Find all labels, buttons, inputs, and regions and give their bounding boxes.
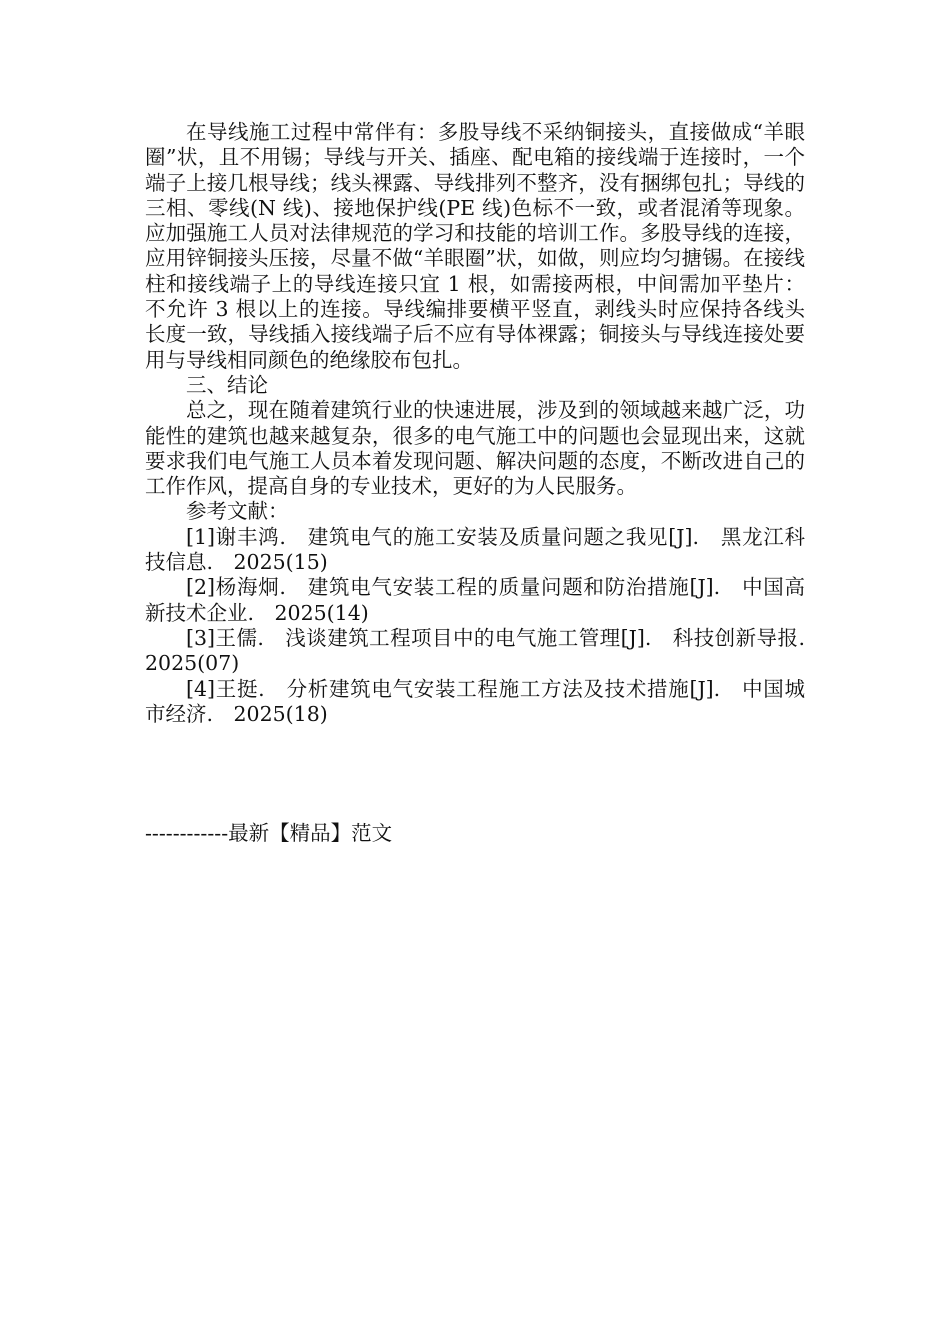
conclusion-paragraph: 总之，现在随着建筑行业的快速进展，涉及到的领域越来越广泛，功能性的建筑也越来越复杂，很多的电气施工中的问题也会显现出来，这就要求我们电气施工人员本着发现问题、解决问题的态度，不断改进自己的工作作风，提高自身的专业技术，更好的为人民服务。 (145, 398, 805, 499)
section-heading: 三、结论 (186, 372, 268, 397)
references-heading: 参考文献： (186, 499, 289, 524)
reference-item: [3]王儒. 浅谈建筑工程项目中的电气施工管理[J]. 科技创新导报. 2025(07) (145, 625, 826, 676)
document-body (145, 120, 826, 727)
footer-text: ------------最新【精品】范文 (145, 821, 393, 845)
reference-item: [2]杨海炯. 建筑电气安装工程的质量问题和防治措施[J]. 中国高新技术企业. 2025(14) (145, 575, 805, 625)
reference-item: [4]王挺. 分析建筑电气安装工程施工方法及技术措施[J]. 中国城市经济. 2025(18) (145, 676, 805, 726)
reference-item: [1]谢丰鸿. 建筑电气的施工安装及质量问题之我见[J]. 黑龙江科技信息. 2025(15) (145, 524, 805, 575)
body-paragraph: 在导线施工过程中常伴有：多股导线不采纳铜接头，直接做成“羊眼圈”状，且不用锡；导线与开关、插座、配电箱的接线端于连接时，一个端子上接几根导线；线头裸露、导线排列不整齐，没有捆绑包扎；导线的三相、零线(N 线)、接地保护线(PE 线)色标不一致，或者混淆等现象。应加强施工人员对法律规范的学习和技能的培训工作。多股导线的连接，应用锌铜接头压接，尽量不做“羊眼圈”状，如做，则应均匀搪锡。在接线柱和接线端子上的导线连接只宜 1 根，如需接两根，中间需加平垫片：不允许 3 根以上的连接。导线编排要横平竖直，剥线头时应保持各线头长度一致，导线插入接线端子后不应有导体裸露；铜接头与导线连接处要用与导线相同颜色的绝缘胶布包扎。 (145, 120, 805, 372)
